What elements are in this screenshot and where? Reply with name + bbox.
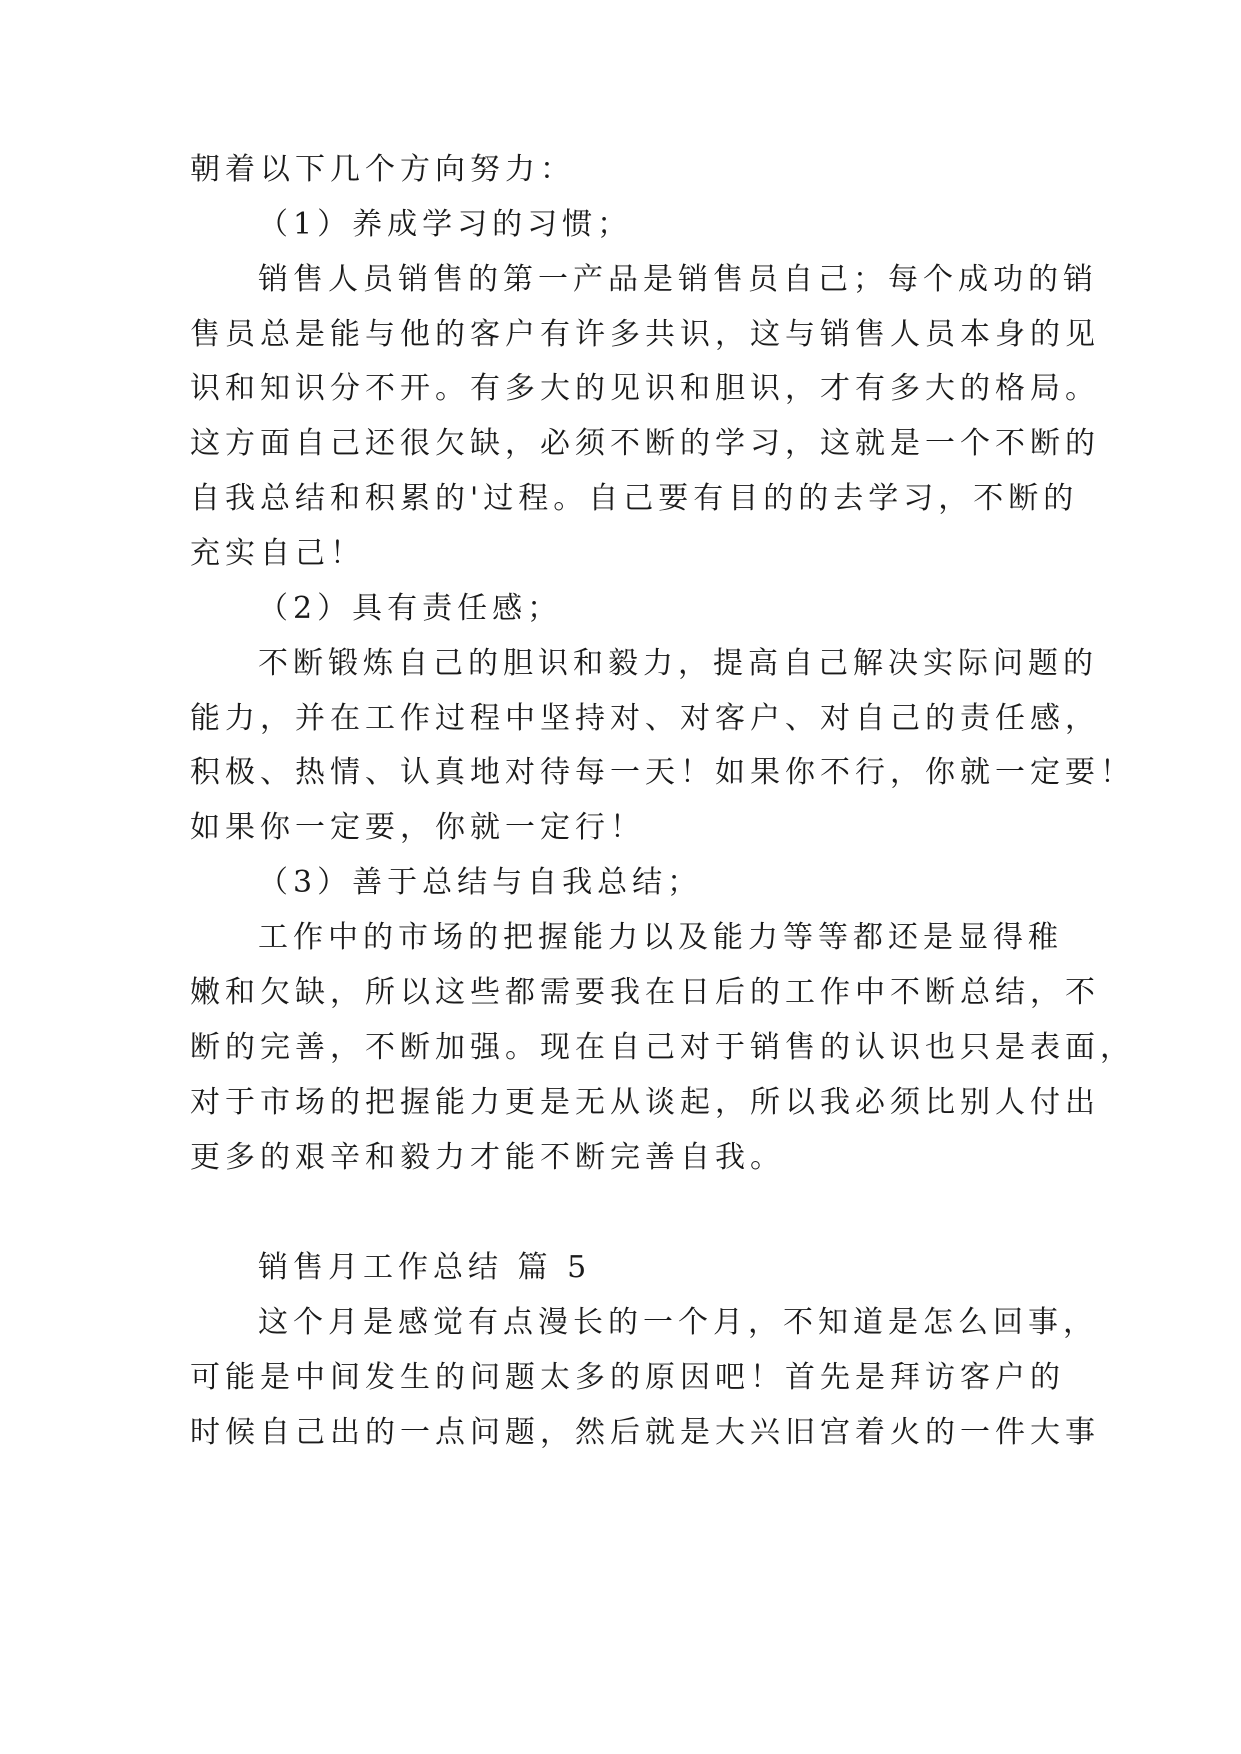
paragraph-line: 工作中的市场的把握能力以及能力等等都还是显得稚 (258, 920, 1063, 955)
paragraph-line: 充实自己！ (190, 536, 365, 571)
section-heading-3: （3）善于总结与自我总结； (258, 865, 703, 900)
article-title: 销售月工作总结 篇 5 (258, 1250, 592, 1285)
paragraph-line: 对于市场的把握能力更是无从谈起，所以我必须比别人付出 (190, 1085, 1100, 1120)
paragraph-line: 嫩和欠缺，所以这些都需要我在日后的工作中不断总结，不 (190, 975, 1100, 1010)
paragraph-line: 自我总结和积累的'过程。自己要有目的的去学习，不断的 (190, 481, 1079, 516)
paragraph-line: 可能是中间发生的问题太多的原因吧！首先是拜访客户的 (190, 1360, 1065, 1395)
text-line: 朝着以下几个方向努力： (190, 152, 575, 187)
paragraph-line: 销售人员销售的第一产品是销售员自己；每个成功的销 (258, 262, 1098, 297)
paragraph-line: 售员总是能与他的客户有许多共识，这与销售人员本身的见 (190, 317, 1100, 352)
paragraph-line: 识和知识分不开。有多大的见识和胆识，才有多大的格局。 (190, 371, 1100, 406)
paragraph-line: 时候自己出的一点问题，然后就是大兴旧宫着火的一件大事 (190, 1415, 1100, 1450)
paragraph-line: 积极、热情、认真地对待每一天！如果你不行，你就一定要！ (190, 755, 1135, 790)
paragraph-line: 这方面自己还很欠缺，必须不断的学习，这就是一个不断的 (190, 426, 1100, 461)
paragraph-line: 能力，并在工作过程中坚持对、对客户、对自己的责任感， (190, 701, 1100, 736)
paragraph-line: 更多的艰辛和毅力才能不断完善自我。 (190, 1140, 785, 1175)
paragraph-line: 断的完善，不断加强。现在自己对于销售的认识也只是表面， (190, 1030, 1135, 1065)
section-heading-2: （2）具有责任感； (258, 591, 563, 626)
section-heading-1: （1）养成学习的习惯； (258, 207, 633, 242)
paragraph-line: 如果你一定要，你就一定行！ (190, 810, 645, 845)
paragraph-line: 不断锻炼自己的胆识和毅力，提高自己解决实际问题的 (258, 646, 1098, 681)
paragraph-line: 这个月是感觉有点漫长的一个月，不知道是怎么回事， (258, 1305, 1098, 1340)
